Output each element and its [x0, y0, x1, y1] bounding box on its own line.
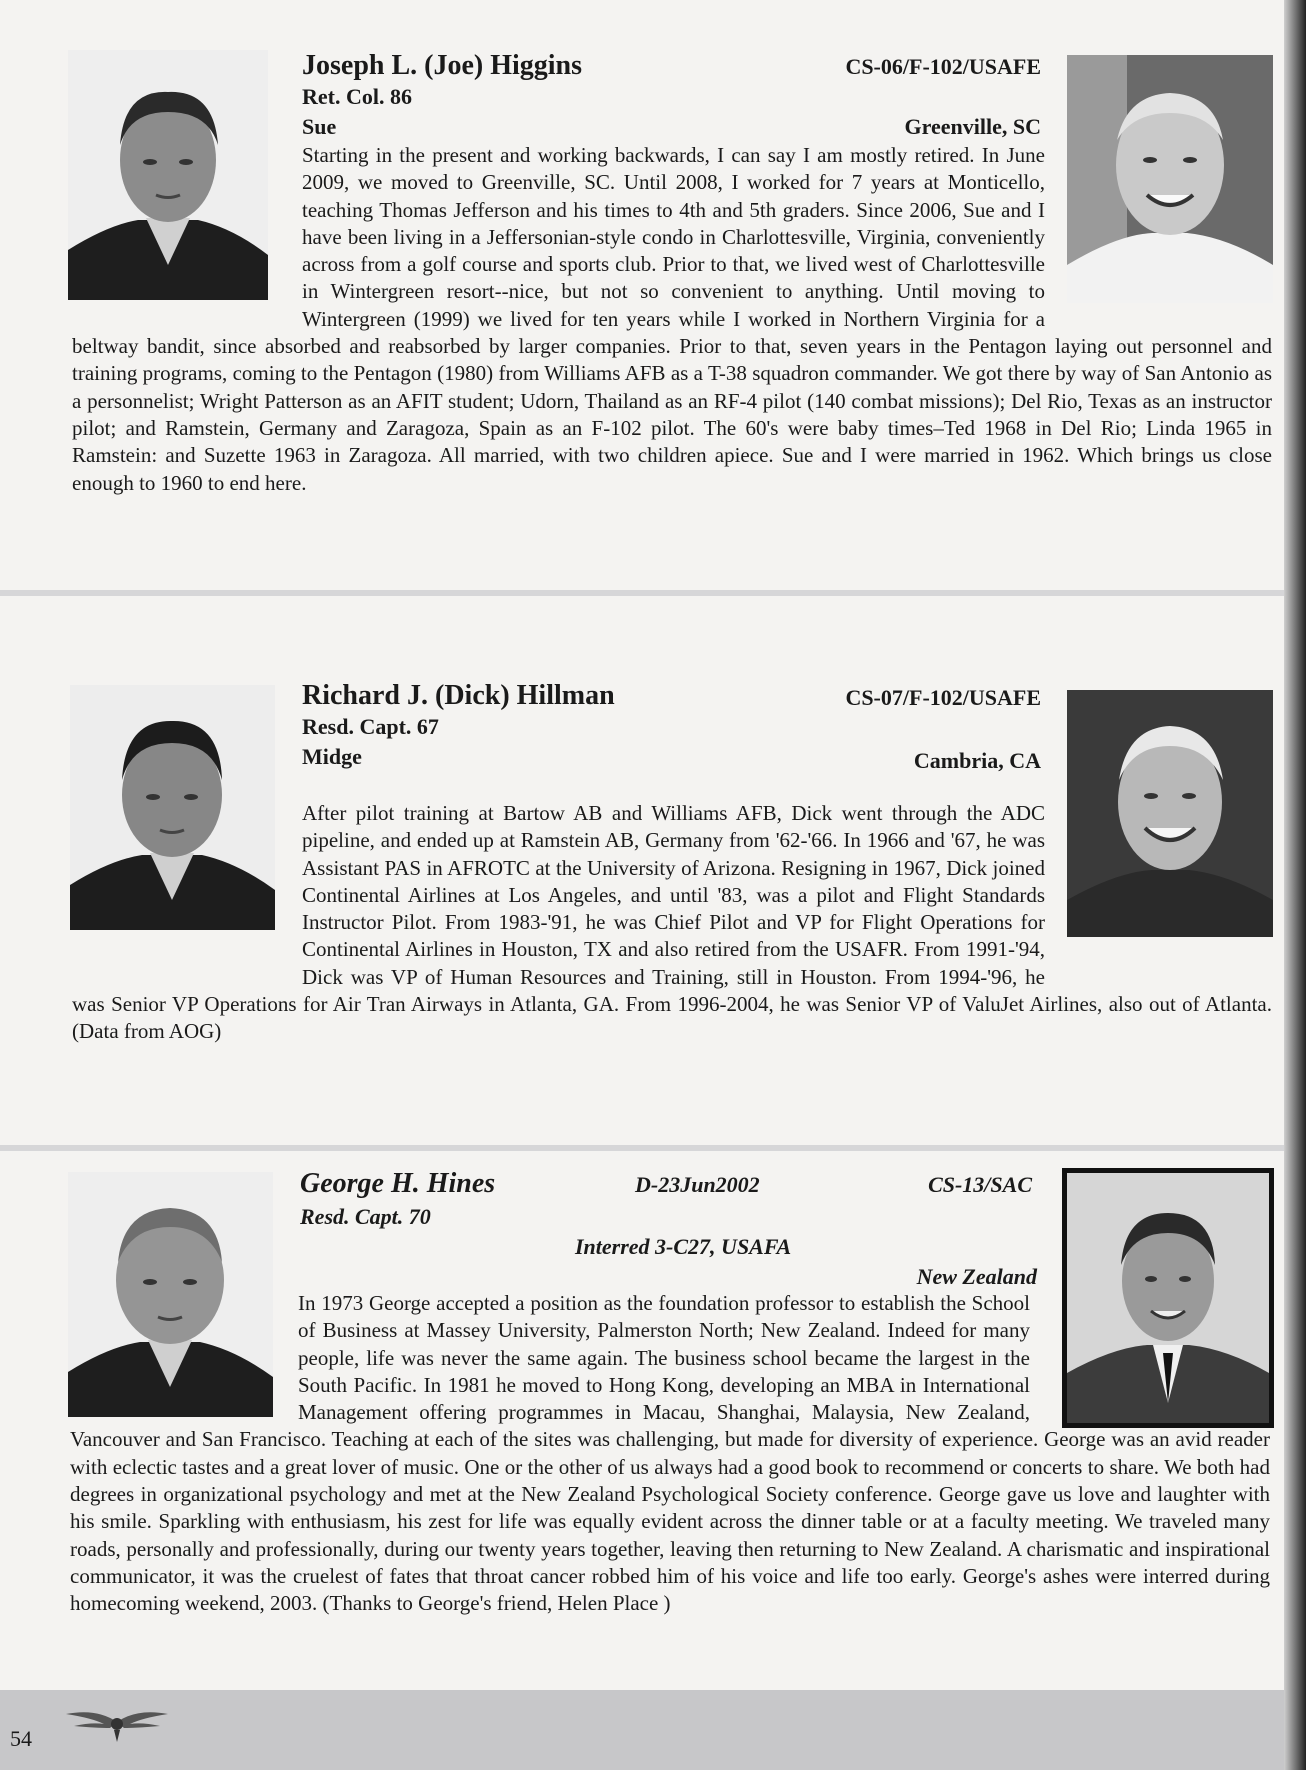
entry-location: New Zealand	[916, 1264, 1037, 1289]
entry-interred: Interred 3-C27, USAFA	[575, 1234, 792, 1259]
entry-name: George H. Hines	[300, 1168, 496, 1199]
section-divider	[0, 590, 1284, 596]
entry-name: Richard J. (Dick) Hillman	[302, 680, 615, 711]
entry-bio-text: Starting in the present and working backwards, I can say I am mostly retired. In June 2009, we moved to Greenville, SC. Until 2008, I worked for 7 years at Monticello, teaching Thomas Jefferson and his times to 4th and 5th graders. Since 2006, Sue and I have been living in a Jeffersonian-style condo in Charlottesville, Virginia, conveniently across from a golf course and sports club. Prior to that, we lived west of Charlottesville in Wintergreen resort--nice, but not so convenient to anything. Until moving to Wintergreen (1999) we lived for ten years while I worked in Northern Virginia for a beltway bandit, since absorbed and reabsorbed by larger companies. Prior to that, seven years in the Pentagon laying out personnel and training programs, coming to the Pentagon (1980) from Williams AFB as a T-38 squadron commander. We got there by way of San Antonio as a personnelist; Wright Patterson as an AFIT student; Udorn, Thailand as an RF-4 pilot (140 combat missions); Del Rio, Texas as an instructor pilot; and Ramstein, Germany and Zaragoza, Spain as an F-102 pilot. The 60's were baby times–Ted 1968 in Del Rio; Linda 1965 in Ramstein: and Suzette 1963 in Zaragoza. All married, with two children apiece. Sue and I were married in 1962. Which brings us close enough to 1960 to end here.	[72, 143, 1272, 495]
entry-assignment: CS-06/F-102/USAFE	[845, 54, 1041, 79]
page-binding-edge	[1284, 0, 1306, 1770]
entry-spouse: Midge	[302, 744, 362, 769]
page-number: 54	[10, 1726, 32, 1751]
entry-rank: Ret. Col. 86	[302, 84, 412, 109]
entry-rank: Resd. Capt. 70	[300, 1204, 431, 1229]
entry-spouse: Sue	[302, 114, 337, 139]
entry-death-date: D-23Jun2002	[635, 1172, 760, 1197]
wings-emblem-icon	[62, 1700, 172, 1744]
entry-location: Greenville, SC	[904, 114, 1041, 139]
entry-assignment: CS-07/F-102/USAFE	[845, 685, 1041, 710]
footer-bar	[0, 1690, 1284, 1770]
entry-location: Cambria, CA	[913, 748, 1041, 773]
entry-bio	[70, 1290, 1270, 1618]
entry-rank: Resd. Capt. 67	[302, 714, 439, 739]
entry-assignment: CS-13/SAC	[928, 1172, 1032, 1197]
entry-bio	[72, 800, 1272, 1046]
entry-bio-text: In 1973 George accepted a position as the foundation professor to establish the School of Business at Massey University, Palmerston North; New Zealand. Indeed for many people, life was never the same again. The business school became the largest in the South Pacific. In 1981 he moved to Hong Kong, developing an MBA in International Management offering programmes in Macau, Shanghai, Malaysia, New Zealand, Vancouver and San Francisco. Teaching at each of the sites was challenging, but made for diversity of experience. George was an avid reader with eclectic tastes and a great lover of music. One or the other of us always had a good book to recommend or concerts to share. We both had degrees in organizational psychology and met at the New Zealand Psychological Society conference. George gave us love and laughter with his smile. Sparkling with enthusiasm, his zest for life was equally evident across the dinner table or at a faculty meeting. We traveled many roads, personally and professionally, during our twenty years together, leaving then returning to New Zealand. A charismatic and inspirational communicator, it was the cruelest of fates that throat cancer robbed him of his voice and life too early. George's ashes were interred during homecoming weekend, 2003. (Thanks to George's friend, Helen Place )	[70, 1291, 1270, 1616]
entry-name: Joseph L. (Joe) Higgins	[302, 50, 583, 81]
section-divider	[0, 1145, 1284, 1151]
entry-bio	[72, 142, 1272, 497]
entry-bio-text: After pilot training at Bartow AB and Williams AFB, Dick went through the ADC pipeline, and ended up at Ramstein AB, Germany from '62-'66. In 1966 and '67, he was Assistant PAS in AFROTC at the University of Arizona. Resigning in 1967, Dick joined Continental Airlines at Los Angeles, and until '83, was a pilot and Flight Standards Instructor Pilot. From 1983-'91, he was Chief Pilot and VP for Flight Operations for Continental Airlines in Houston, TX and also retired from the USAFR. From 1991-'94, Dick was VP of Human Resources and Training, still in Houston. From 1994-'96, he was Senior VP Operations for Air Tran Airways in Atlanta, GA. From 1996-2004, he was Senior VP of ValuJet Airlines, also out of Atlanta. (Data from AOG)	[72, 801, 1272, 1044]
